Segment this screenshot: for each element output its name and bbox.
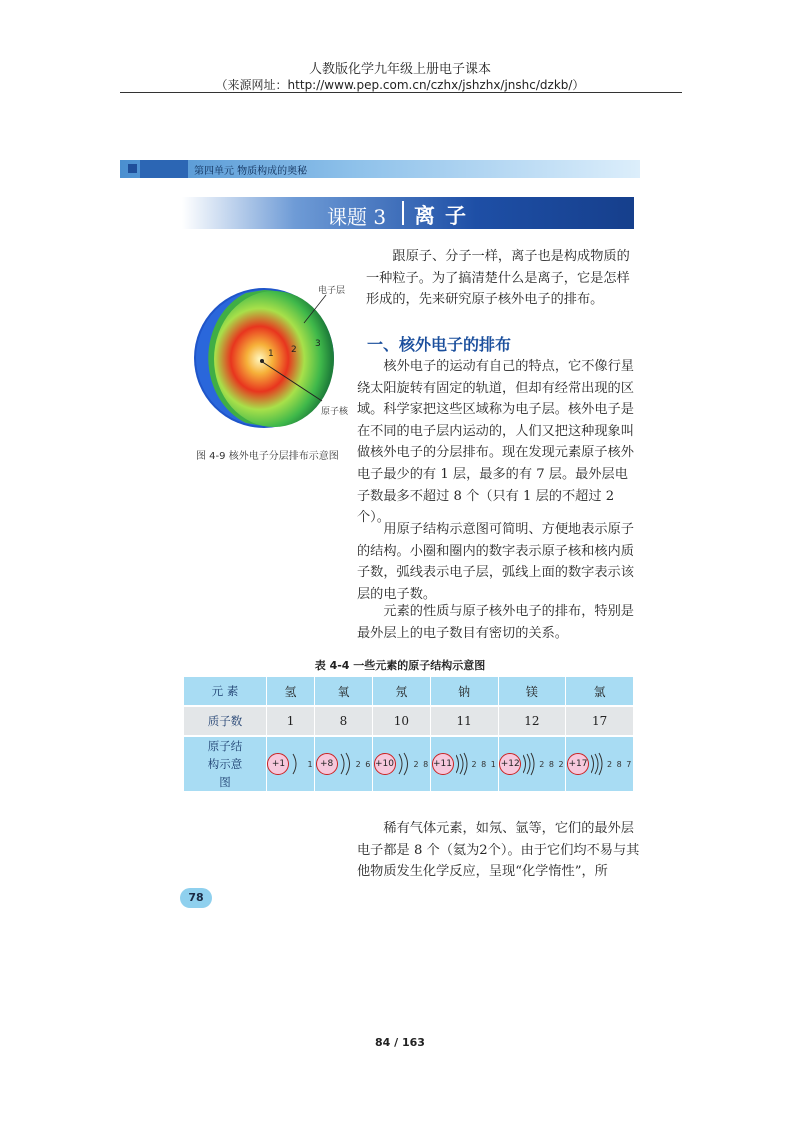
atom-diagram [432, 751, 497, 777]
row-header-diagram-text: 原子结构示意图 [207, 739, 243, 789]
title-separator [402, 201, 404, 225]
shell-electrons: 2 8 7 [606, 759, 633, 769]
label-nucleus: 原子核 [321, 407, 349, 417]
row-header-element: 元 素 [184, 677, 267, 707]
figure-caption: 图 4-9 核外电子分层排布示意图 [196, 451, 339, 462]
shell-arcs [291, 751, 305, 777]
paragraph-electron-layers: 核外电子的运动有自己的特点，它不像行星绕太阳旋转有固定的轨道，但却有经常出现的区域。科学家把这些区域称为电子层。核外电子是在不同的电子层内运动的，人们又把这种现象叫做核外电子的分层排布。现在发现元素原子核外电子最少的有 1 层，最多的有 7 层。最外层电子数最多不超过 8 个（只有 1 层的不超过 2 个）。 [357, 359, 634, 526]
source-url: （来源网址：http://www.pep.com.cn/czhx/jshzhx/jnshc/dzkb/） [215, 78, 585, 92]
proton-count: 11 [431, 707, 499, 737]
table-row-protons [184, 707, 634, 737]
intro-paragraph: 跟原子、分子一样，离子也是构成物质的一种粒子。为了搞清楚什么是离子，它是怎样形成的，先来研究原子核外电子的排布。 [366, 249, 630, 308]
shell-electrons: 1 [307, 759, 314, 769]
layer-number-1: 1 [268, 349, 274, 359]
nucleus-circle: +17 [567, 753, 589, 775]
lesson-name: 离子 [414, 203, 476, 228]
shell-electrons: 2 8 1 [471, 759, 497, 769]
element-name: 氧 [315, 677, 373, 707]
shell-arcs [591, 751, 605, 777]
atom-diagram [267, 751, 313, 777]
atomic-structure-table [184, 677, 634, 793]
table-row-diagrams [184, 737, 634, 793]
table-row-elements [184, 677, 634, 707]
layer-number-3: 3 [315, 339, 321, 349]
nucleus-circle: +12 [499, 753, 521, 775]
layer-number-2: 2 [291, 345, 297, 355]
atom-diagram-cell [373, 737, 431, 793]
row-header-protons: 质子数 [184, 707, 267, 737]
paragraph-properties: 元素的性质与原子核外电子的排布，特别是最外层上的电子数目有密切的关系。 [357, 604, 634, 641]
banner-square-icon [128, 164, 137, 173]
element-name: 镁 [499, 677, 567, 707]
element-name: 氯 [566, 677, 634, 707]
shell-electrons: 2 8 [413, 759, 430, 769]
atom-diagram [499, 751, 564, 777]
document-title: 人教版化学九年级上册电子课本 [308, 62, 491, 77]
nucleus-circle: +8 [316, 753, 338, 775]
proton-count: 10 [373, 707, 431, 737]
element-name: 钠 [431, 677, 499, 707]
shell-electrons: 2 6 [355, 759, 372, 769]
nucleus-circle: +10 [374, 753, 396, 775]
nucleus-circle: +11 [432, 753, 454, 775]
lesson-number: 课题 3 [327, 205, 387, 229]
atom-diagram [374, 751, 430, 777]
paragraph-noble-gases: 稀有气体元素，如氖、氩等，它们的最外层电子都是 8 个（氦为2个）。由于它们均不易与其他物质发生化学反应，呈现“化学惰性”，所 [357, 821, 640, 880]
atom-diagram [567, 751, 632, 777]
header-divider [120, 92, 682, 93]
banner-block [140, 160, 188, 178]
proton-count: 1 [267, 707, 315, 737]
atom-diagram [316, 751, 372, 777]
unit-title: 第四单元 物质构成的奥秘 [194, 166, 308, 177]
atom-diagram-cell [267, 737, 315, 793]
shell-arcs [523, 751, 537, 777]
atom-diagram-cell [431, 737, 499, 793]
row-header-diagram [184, 737, 267, 793]
shell-arcs [456, 751, 470, 777]
pdf-page-counter: 84 / 163 [375, 1036, 425, 1049]
atom-diagram-cell [315, 737, 373, 793]
shell-electrons: 2 8 2 [539, 759, 565, 769]
proton-count: 8 [315, 707, 373, 737]
atom-diagram-cell [499, 737, 567, 793]
lesson-title-bar [182, 197, 634, 229]
element-name: 氖 [373, 677, 431, 707]
label-electron-shell: 电子层 [318, 286, 346, 296]
nucleus-circle: +1 [267, 753, 289, 775]
shell-arcs [340, 751, 354, 777]
shell-arcs [398, 751, 412, 777]
unit-banner [120, 160, 640, 178]
table-caption: 表 4-4 一些元素的原子结构示意图 [314, 659, 486, 672]
section-heading: 一、核外电子的排布 [367, 335, 512, 354]
page-number-badge: 78 [180, 888, 212, 908]
element-name: 氢 [267, 677, 315, 707]
proton-count: 17 [566, 707, 634, 737]
atom-diagram-cell [566, 737, 634, 793]
proton-count: 12 [499, 707, 567, 737]
paragraph-structure-diagram: 用原子结构示意图可简明、方便地表示原子的结构。小圈和圈内的数字表示原子核和核内质子数，弧线表示电子层，弧线上面的数字表示该层的电子数。 [357, 522, 634, 602]
